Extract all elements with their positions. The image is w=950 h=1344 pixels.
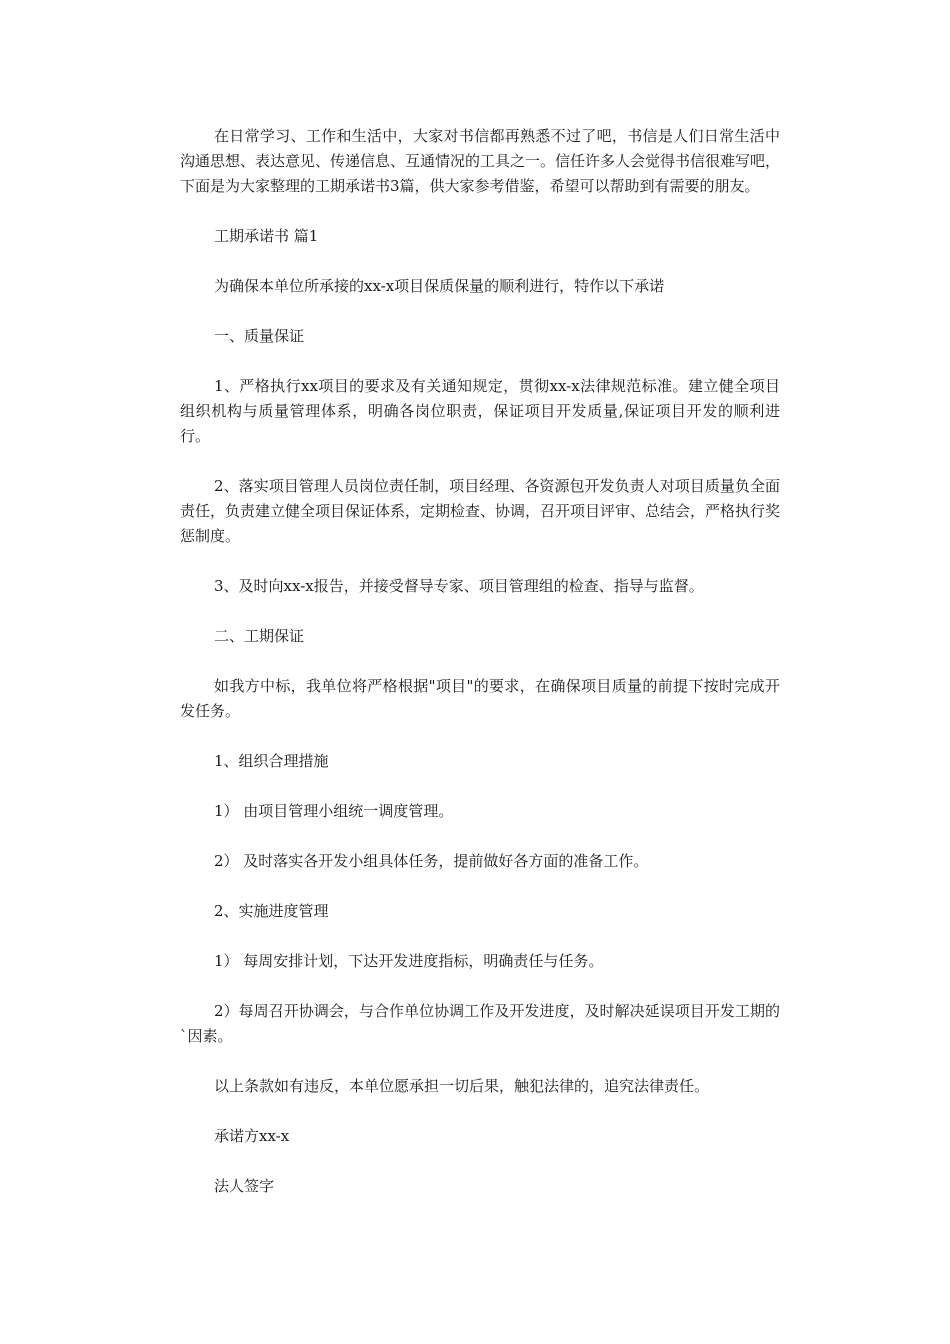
quality-item-2: 2、落实项目管理人员岗位责任制，项目经理、各资源包开发负责人对项目质量负全面责任，负责建立健全项目保证体系，定期检查、协调，召开项目评审、总结会，严格执行奖惩制度。 [180,477,781,545]
schedule-intro: 如我方中标，我单位将严格根据"项目"的要求，在确保项目质量的前提下按时完成开发任务。 [180,677,780,720]
heading-schedule-guarantee: 二、工期保证 [214,627,305,645]
organization-item-1: 1） 由项目管理小组统一调度管理。 [214,802,454,820]
quality-item-3: 3、及时向xx-x报告，并接受督导专家、项目管理组的检查、指导与监督。 [214,577,704,595]
quality-item-1: 1、严格执行xx项目的要求及有关通知规定，贯彻xx-x法律规范标准。建立健全项目组织机构与质量管理体系，明确各岗位职责，保证项目开发质量,保证项目开发的顺利进行。 [180,377,780,445]
liability-clause: 以上条款如有违反，本单位愿承担一切后果，触犯法律的，追究法律责任。 [214,1077,710,1095]
document-page [180,124,780,1199]
heading-quality-guarantee: 一、质量保证 [214,327,305,345]
progress-item-2: 2）每周召开协调会，与合作单位协调工作及开发进度，及时解决延误项目开发工期的`因素。 [180,1002,780,1045]
pledge-preamble: 为确保本单位所承接的xx-x项目保质保量的顺利进行，特作以下承诺 [214,277,665,295]
subheading-progress-management: 2、实施进度管理 [214,902,329,920]
pledger-line: 承诺方xx-x [214,1127,290,1145]
intro-paragraph: 在日常学习、工作和生活中，大家对书信都再熟悉不过了吧，书信是人们日常生活中沟通思想、表达意见、传递信息、互通情况的工具之一。信任许多人会觉得书信很难写吧，下面是为大家整理的工期承诺书3篇，供大家参考借鉴，希望可以帮助到有需要的朋友。 [180,127,781,195]
section-title-pledge-1: 工期承诺书 篇1 [214,227,319,245]
subheading-organization-measures: 1、组织合理措施 [214,752,329,770]
progress-item-1: 1） 每周安排计划，下达开发进度指标，明确责任与任务。 [214,952,604,970]
organization-item-2: 2） 及时落实各开发小组具体任务，提前做好各方面的准备工作。 [214,852,649,870]
legal-rep-signature-line: 法人签字 [214,1177,275,1195]
